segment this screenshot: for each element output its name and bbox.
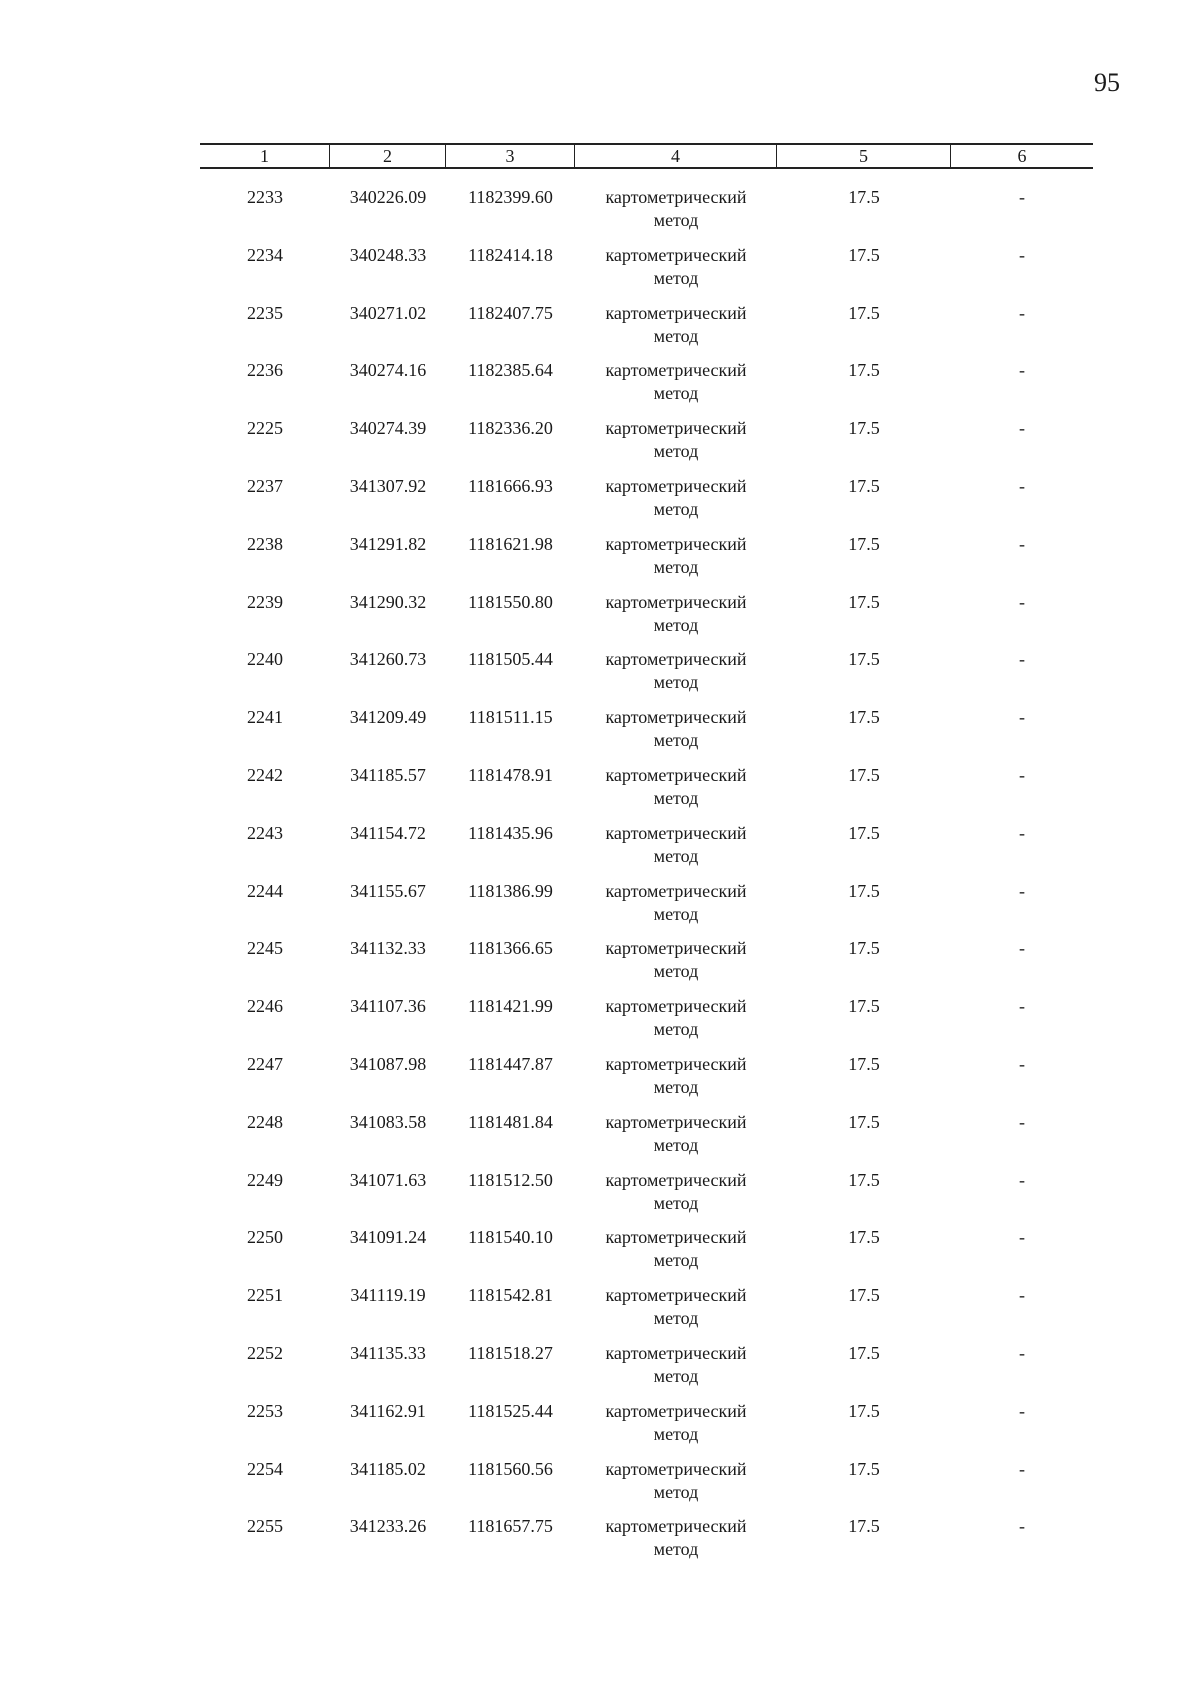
- method-line-1: картометрический: [605, 707, 747, 728]
- y-coordinate-cell: 1181657.75: [468, 1516, 553, 1537]
- y-coordinate-cell: 1181560.56: [468, 1458, 553, 1479]
- x-coordinate-cell: 341155.67: [350, 880, 426, 901]
- note-cell: -: [1019, 1111, 1025, 1132]
- table-row: [200, 1515, 1093, 1573]
- method-cell: [575, 880, 777, 938]
- note-cell: -: [1019, 880, 1025, 901]
- method-cell: [575, 1284, 777, 1342]
- method-line-1: картометрический: [605, 1053, 747, 1074]
- note-cell: -: [1019, 938, 1025, 959]
- note-cell: -: [1019, 1053, 1025, 1074]
- x-coordinate-cell: 340274.16: [349, 360, 427, 381]
- note-cell: -: [1019, 1342, 1025, 1363]
- method-cell: [575, 1515, 777, 1573]
- point-number-cell: 2245: [247, 938, 283, 959]
- x-coordinate-cell: 341291.82: [349, 533, 427, 554]
- method-cell: [575, 1458, 777, 1516]
- x-coordinate-cell: 341083.58: [349, 1111, 427, 1132]
- header-col-1: 1: [200, 145, 330, 167]
- method-line-1: картометрический: [605, 1169, 747, 1190]
- method-cell: [575, 359, 777, 417]
- point-number-cell: 2225: [247, 418, 283, 439]
- method-cell: [575, 1111, 777, 1169]
- coordinates-table: [200, 143, 1093, 1573]
- point-number-cell: 2240: [247, 649, 283, 670]
- accuracy-cell: 17.5: [848, 1285, 880, 1306]
- note-cell: -: [1019, 707, 1025, 728]
- accuracy-cell: 17.5: [848, 302, 880, 323]
- method-cell: [575, 591, 777, 649]
- point-number-cell: 2255: [247, 1516, 283, 1537]
- table-row: [200, 475, 1093, 533]
- point-number-cell: 2250: [247, 1227, 283, 1248]
- y-coordinate-cell: 1181366.65: [468, 938, 553, 959]
- method-line-1: картометрический: [605, 1400, 747, 1421]
- method-cell: [575, 937, 777, 995]
- method-line-1: картометрический: [605, 244, 747, 265]
- y-coordinate-cell: 1181435.96: [468, 822, 553, 843]
- method-line-2: метод: [653, 498, 699, 519]
- method-cell: [575, 1226, 777, 1284]
- y-coordinate-cell: 1181386.99: [468, 880, 553, 901]
- table-row: [200, 1169, 1093, 1227]
- method-line-1: картометрический: [605, 591, 747, 612]
- table-row: [200, 591, 1093, 649]
- method-line-2: метод: [653, 1365, 699, 1386]
- table-header-row: [200, 143, 1093, 169]
- method-line-1: картометрический: [605, 938, 747, 959]
- accuracy-cell: 17.5: [848, 1516, 880, 1537]
- table-body: [200, 186, 1093, 1573]
- method-line-2: метод: [653, 1539, 699, 1560]
- table-row: [200, 359, 1093, 417]
- method-line-2: метод: [653, 1192, 699, 1213]
- y-coordinate-cell: 1182414.18: [468, 244, 553, 265]
- method-line-1: картометрический: [605, 1342, 747, 1363]
- y-coordinate-cell: 1181505.44: [468, 649, 553, 670]
- method-line-2: метод: [653, 787, 699, 808]
- y-coordinate-cell: 1182336.20: [468, 418, 553, 439]
- point-number-cell: 2239: [247, 591, 283, 612]
- y-coordinate-cell: 1181421.99: [468, 996, 553, 1017]
- note-cell: -: [1019, 360, 1025, 381]
- note-cell: -: [1019, 822, 1025, 843]
- accuracy-cell: 17.5: [848, 418, 880, 439]
- method-cell: [575, 302, 777, 360]
- method-cell: [575, 417, 777, 475]
- table-row: [200, 764, 1093, 822]
- table-row: [200, 417, 1093, 475]
- method-line-2: метод: [653, 210, 699, 230]
- method-cell: [575, 764, 777, 822]
- table-row: [200, 1111, 1093, 1169]
- table-row: [200, 822, 1093, 880]
- method-line-2: метод: [653, 1423, 699, 1444]
- y-coordinate-cell: 1181518.27: [468, 1342, 553, 1363]
- page-number: 95: [1094, 68, 1120, 97]
- method-line-2: метод: [653, 267, 699, 288]
- note-cell: -: [1019, 1169, 1025, 1190]
- header-col-5: 5: [777, 145, 951, 167]
- method-cell: [575, 1053, 777, 1111]
- x-coordinate-cell: 341290.32: [349, 591, 427, 612]
- method-line-2: метод: [653, 730, 699, 751]
- x-coordinate-cell: 341162.91: [350, 1400, 426, 1421]
- accuracy-cell: 17.5: [848, 1227, 880, 1248]
- x-coordinate-cell: 341154.72: [350, 822, 426, 843]
- accuracy-cell: 17.5: [848, 591, 880, 612]
- table-row: [200, 186, 1093, 244]
- x-coordinate-cell: 341185.02: [350, 1458, 426, 1479]
- y-coordinate-cell: 1181481.84: [468, 1111, 553, 1132]
- note-cell: -: [1019, 187, 1025, 207]
- table-row: [200, 880, 1093, 938]
- note-cell: -: [1019, 302, 1025, 323]
- method-cell: [575, 822, 777, 880]
- note-cell: -: [1019, 533, 1025, 554]
- accuracy-cell: 17.5: [848, 244, 880, 265]
- x-coordinate-cell: 341107.36: [350, 996, 426, 1017]
- table-row: [200, 995, 1093, 1053]
- table-row: [200, 1458, 1093, 1516]
- x-coordinate-cell: 341071.63: [349, 1169, 427, 1190]
- point-number-cell: 2252: [247, 1342, 283, 1363]
- method-line-2: метод: [653, 1481, 699, 1502]
- table-row: [200, 533, 1093, 591]
- note-cell: -: [1019, 996, 1025, 1017]
- method-line-1: картометрический: [605, 1111, 747, 1132]
- method-line-2: метод: [653, 845, 699, 866]
- x-coordinate-cell: 341233.26: [349, 1516, 427, 1537]
- note-cell: -: [1019, 1458, 1025, 1479]
- point-number-cell: 2244: [247, 880, 283, 901]
- method-cell: [575, 475, 777, 533]
- table-row: [200, 302, 1093, 360]
- header-col-3: 3: [446, 145, 575, 167]
- method-line-1: картометрический: [605, 880, 747, 901]
- method-line-1: картометрический: [605, 1227, 747, 1248]
- accuracy-cell: 17.5: [848, 1342, 880, 1363]
- x-coordinate-cell: 341135.33: [350, 1342, 426, 1363]
- y-coordinate-cell: 1181511.15: [468, 707, 553, 728]
- accuracy-cell: 17.5: [848, 996, 880, 1017]
- method-line-1: картометрический: [605, 418, 747, 439]
- point-number-cell: 2247: [247, 1053, 283, 1074]
- note-cell: -: [1019, 1516, 1025, 1537]
- y-coordinate-cell: 1181512.50: [468, 1169, 553, 1190]
- accuracy-cell: 17.5: [848, 187, 880, 207]
- point-number-cell: 2236: [247, 360, 283, 381]
- method-line-1: картометрический: [605, 187, 747, 207]
- table-row: [200, 1284, 1093, 1342]
- accuracy-cell: 17.5: [848, 649, 880, 670]
- method-line-2: метод: [653, 1250, 699, 1271]
- method-line-2: метод: [653, 1076, 699, 1097]
- method-cell: [575, 533, 777, 591]
- x-coordinate-cell: 341132.33: [350, 938, 426, 959]
- method-line-2: метод: [653, 1308, 699, 1329]
- x-coordinate-cell: 341260.73: [349, 649, 427, 670]
- point-number-cell: 2251: [247, 1285, 283, 1306]
- x-coordinate-cell: 340226.09: [349, 187, 427, 207]
- method-line-1: картометрический: [605, 996, 747, 1017]
- method-line-1: картометрический: [605, 822, 747, 843]
- method-line-2: метод: [653, 383, 699, 404]
- method-line-2: метод: [653, 614, 699, 635]
- table-row: [200, 244, 1093, 302]
- accuracy-cell: 17.5: [848, 360, 880, 381]
- point-number-cell: 2253: [247, 1400, 283, 1421]
- y-coordinate-cell: 1181540.10: [468, 1227, 553, 1248]
- y-coordinate-cell: 1181542.81: [468, 1285, 553, 1306]
- method-line-2: метод: [653, 903, 699, 924]
- note-cell: -: [1019, 1285, 1025, 1306]
- header-col-2: 2: [330, 145, 446, 167]
- y-coordinate-cell: 1182407.75: [468, 302, 553, 323]
- table-row: [200, 1400, 1093, 1458]
- table-row: [200, 706, 1093, 764]
- note-cell: -: [1019, 418, 1025, 439]
- point-number-cell: 2235: [247, 302, 283, 323]
- point-number-cell: 2242: [247, 764, 283, 785]
- accuracy-cell: 17.5: [848, 764, 880, 785]
- accuracy-cell: 17.5: [848, 1111, 880, 1132]
- table-row: [200, 1053, 1093, 1111]
- note-cell: -: [1019, 764, 1025, 785]
- point-number-cell: 2237: [247, 475, 283, 496]
- x-coordinate-cell: 341087.98: [349, 1053, 427, 1074]
- method-cell: [575, 244, 777, 302]
- method-cell: [575, 1342, 777, 1400]
- point-number-cell: 2248: [247, 1111, 283, 1132]
- note-cell: -: [1019, 649, 1025, 670]
- method-line-1: картометрический: [605, 1458, 747, 1479]
- method-line-1: картометрический: [605, 1285, 747, 1306]
- y-coordinate-cell: 1182399.60: [468, 187, 553, 207]
- method-line-1: картометрический: [605, 302, 747, 323]
- x-coordinate-cell: 341307.92: [349, 475, 427, 496]
- y-coordinate-cell: 1181447.87: [468, 1053, 553, 1074]
- header-col-4: 4: [575, 145, 777, 167]
- method-line-1: картометрический: [605, 1516, 747, 1537]
- accuracy-cell: 17.5: [848, 938, 880, 959]
- accuracy-cell: 17.5: [848, 707, 880, 728]
- table-row: [200, 1342, 1093, 1400]
- point-number-cell: 2241: [247, 707, 283, 728]
- y-coordinate-cell: 1181621.98: [468, 533, 553, 554]
- method-line-2: метод: [653, 1134, 699, 1155]
- accuracy-cell: 17.5: [848, 1169, 880, 1190]
- method-line-1: картометрический: [605, 764, 747, 785]
- y-coordinate-cell: 1181478.91: [468, 764, 553, 785]
- table-row: [200, 648, 1093, 706]
- table-row: [200, 937, 1093, 995]
- point-number-cell: 2243: [247, 822, 283, 843]
- x-coordinate-cell: 341119.19: [350, 1285, 426, 1306]
- note-cell: -: [1019, 1227, 1025, 1248]
- accuracy-cell: 17.5: [848, 1053, 880, 1074]
- accuracy-cell: 17.5: [848, 475, 880, 496]
- x-coordinate-cell: 341091.24: [349, 1227, 427, 1248]
- point-number-cell: 2234: [247, 244, 283, 265]
- note-cell: -: [1019, 591, 1025, 612]
- y-coordinate-cell: 1181550.80: [468, 591, 553, 612]
- point-number-cell: 2254: [247, 1458, 283, 1479]
- method-line-1: картометрический: [605, 533, 747, 554]
- point-number-cell: 2246: [247, 996, 283, 1017]
- method-cell: [575, 648, 777, 706]
- note-cell: -: [1019, 475, 1025, 496]
- x-coordinate-cell: 340274.39: [349, 418, 427, 439]
- method-cell: [575, 186, 777, 244]
- table-row: [200, 1226, 1093, 1284]
- method-cell: [575, 706, 777, 764]
- method-line-2: метод: [653, 441, 699, 462]
- method-line-2: метод: [653, 961, 699, 982]
- method-line-2: метод: [653, 1019, 699, 1040]
- accuracy-cell: 17.5: [848, 880, 880, 901]
- header-col-6: 6: [1017, 146, 1027, 166]
- note-cell: -: [1019, 244, 1025, 265]
- method-line-1: картометрический: [605, 649, 747, 670]
- method-line-1: картометрический: [605, 475, 747, 496]
- x-coordinate-cell: 341209.49: [349, 707, 427, 728]
- method-cell: [575, 995, 777, 1053]
- method-cell: [575, 1400, 777, 1458]
- y-coordinate-cell: 1181525.44: [468, 1400, 553, 1421]
- point-number-cell: 2249: [247, 1169, 283, 1190]
- accuracy-cell: 17.5: [848, 1458, 880, 1479]
- point-number-cell: 2238: [247, 533, 283, 554]
- method-line-2: метод: [653, 672, 699, 693]
- x-coordinate-cell: 340271.02: [349, 302, 427, 323]
- accuracy-cell: 17.5: [848, 822, 880, 843]
- y-coordinate-cell: 1182385.64: [468, 360, 553, 381]
- x-coordinate-cell: 340248.33: [349, 244, 427, 265]
- method-line-2: метод: [653, 325, 699, 346]
- accuracy-cell: 17.5: [848, 533, 880, 554]
- method-cell: [575, 1169, 777, 1227]
- y-coordinate-cell: 1181666.93: [468, 475, 553, 496]
- method-line-1: картометрический: [605, 360, 747, 381]
- accuracy-cell: 17.5: [848, 1400, 880, 1421]
- note-cell: -: [1019, 1400, 1025, 1421]
- method-line-2: метод: [653, 556, 699, 577]
- point-number-cell: 2233: [247, 187, 283, 207]
- x-coordinate-cell: 341185.57: [350, 764, 426, 785]
